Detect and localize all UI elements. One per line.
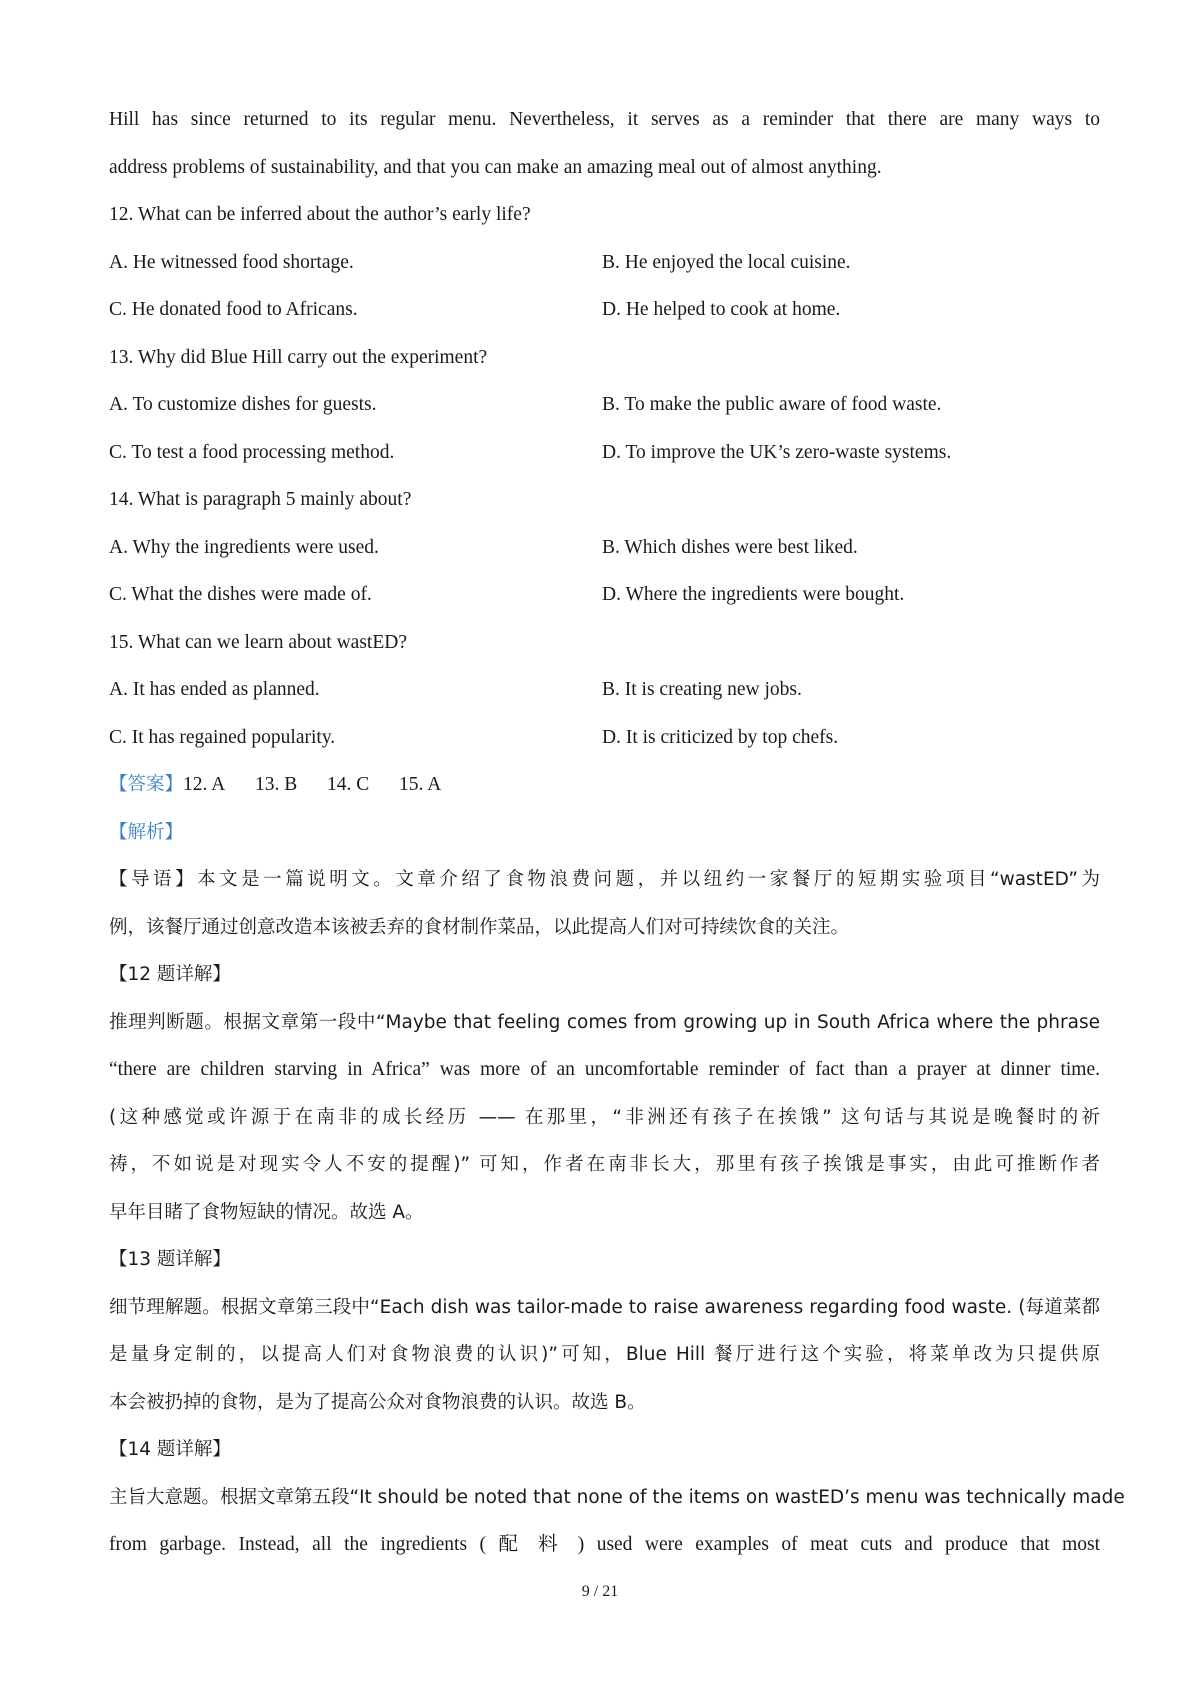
question-stem-12: 12. What can be inferred about the author’s early life? — [109, 204, 531, 225]
options-row — [109, 524, 1100, 572]
option-15-c: C. It has regained popularity. — [109, 726, 336, 748]
option-13-a: A. To customize dishes for guests. — [109, 394, 377, 415]
question-stem-13: 13. Why did Blue Hill carry out the experiment? — [109, 346, 488, 368]
explanation-line: 主旨大意题。根据文章第五段“It should be noted that none of the items on wastED’s menu was technically made — [109, 1486, 1125, 1508]
options-row — [109, 571, 1100, 619]
answer-item: 12. A — [183, 774, 226, 795]
option-13-c: C. To test a food processing method. — [109, 441, 395, 463]
option-12-c: C. He donated food to Africans. — [109, 299, 358, 320]
explanation-line: 本会被扔掉的食物，是为了提高公众对食物浪费的认识。故选 B。 — [109, 1391, 646, 1413]
option-14-c: C. What the dishes were made of. — [109, 584, 372, 605]
option-15-a: A. It has ended as planned. — [109, 679, 320, 700]
option-13-b: B. To make the public aware of food waste. — [602, 394, 942, 415]
explanation-line: “there are children starving in Africa” was more of an uncomfortable reminder of fact than a prayer at dinner time. — [109, 1059, 1100, 1080]
explanation-heading-13: 【13 题详解】 — [109, 1249, 231, 1270]
explanation-line: (这种感觉或许源于在南非的成长经历 —— 在那里，“非洲还有孩子在挨饿” 这句话与其说是晚餐时的祈 — [109, 1106, 1100, 1128]
option-15-d: D. It is criticized by top chefs. — [602, 726, 839, 748]
explanation-line: 祷，不如说是对现实令人不安的提醒)” 可知，作者在南非长大，那里有孩子挨饿是事实，由此可推断作者 — [109, 1154, 1100, 1175]
options-row — [109, 286, 1100, 334]
intro-line: 例，该餐厅通过创意改造本该被丢弃的食材制作菜品，以此提高人们对可持续饮食的关注。 — [109, 916, 850, 938]
document-page — [109, 96, 1125, 1569]
answer-item: 15. A — [399, 774, 442, 795]
explanation-line: 是量身定制的，以提高人们对食物浪费的认识)”可知，Blue Hill 餐厅进行这个实验，将菜单改为只提供原 — [109, 1344, 1100, 1365]
explanation-line: 推理判断题。根据文章第一段中“Maybe that feeling comes from growing up in South Africa where the phrase — [109, 1011, 1100, 1033]
passage-line: Hill has since returned to its regular menu. Nevertheless, it serves as a reminder that there are many ways to — [109, 109, 1100, 130]
explanation-heading-12: 【12 题详解】 — [109, 964, 231, 985]
intro-line: 【导语】本文是一篇说明文。文章介绍了食物浪费问题，并以纽约一家餐厅的短期实验项目“wastED”为 — [109, 869, 1100, 890]
answer-item: 13. B — [255, 774, 298, 795]
question-stem-15: 15. What can we learn about wastED? — [109, 631, 407, 653]
explanation-heading-14: 【14 题详解】 — [109, 1439, 231, 1460]
option-14-d: D. Where the ingredients were bought. — [602, 584, 905, 605]
options-row — [109, 381, 1100, 429]
option-15-b: B. It is creating new jobs. — [602, 679, 802, 700]
page-number: 9 / 21 — [581, 1583, 619, 1600]
option-13-d: D. To improve the UK’s zero-waste systems. — [602, 441, 952, 463]
explanation-line: from garbage. Instead, all the ingredients ( 配 料 ) used were examples of meat cuts and produce that most — [109, 1534, 1100, 1555]
options-row — [109, 666, 1100, 714]
option-14-b: B. Which dishes were best liked. — [602, 536, 858, 558]
option-12-d: D. He helped to cook at home. — [602, 299, 841, 320]
options-row — [109, 714, 1100, 762]
analysis-label: 【解析】 — [109, 821, 184, 843]
answer-row — [109, 761, 1100, 809]
explanation-line: 早年目睹了食物短缺的情况。故选 A。 — [109, 1201, 424, 1223]
explanation-line: 细节理解题。根据文章第三段中“Each dish was tailor-made to raise awareness regarding food waste. (每道菜都 — [109, 1296, 1100, 1318]
option-12-a: A. He witnessed food shortage. — [109, 251, 354, 273]
options-row — [109, 429, 1100, 477]
option-14-a: A. Why the ingredients were used. — [109, 536, 379, 558]
answer-label: 【答案】 — [109, 774, 184, 795]
question-stem-14: 14. What is paragraph 5 mainly about? — [109, 489, 412, 510]
option-12-b: B. He enjoyed the local cuisine. — [602, 251, 851, 273]
passage-line: address problems of sustainability, and that you can make an amazing meal out of almost anything. — [109, 156, 882, 178]
answer-item: 14. C — [327, 774, 370, 795]
options-row — [109, 239, 1100, 287]
